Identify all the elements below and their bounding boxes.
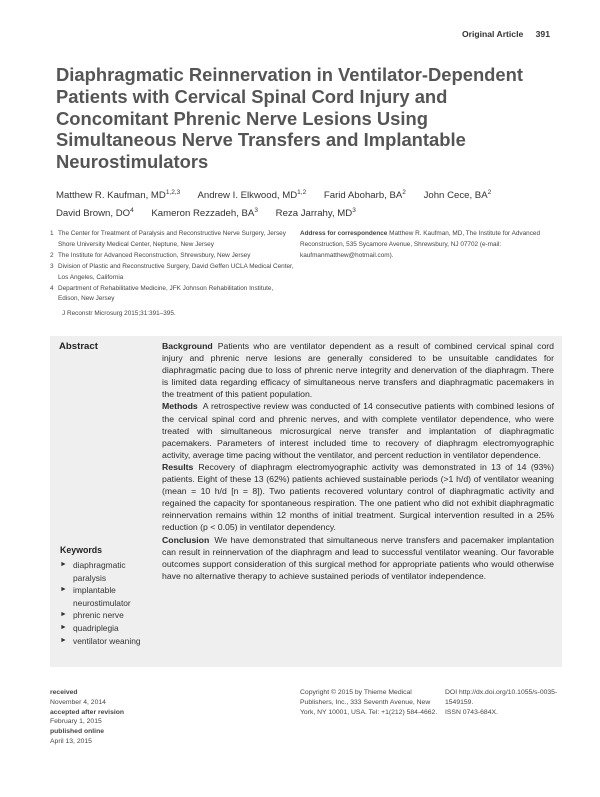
article-dates: [50, 688, 124, 747]
abstract-body: [162, 340, 554, 582]
received-label: received: [50, 689, 78, 696]
copyright-notice: Copyright © 2015 by Thieme Medical Publishers, Inc., 333 Seventh Avenue, New York, NY 10001, USA. Tel: +1(212) 584-4662.: [300, 689, 438, 716]
affiliation-item: 4 Department of Rehabilitative Medicine, JFK Johnson Rehabilitation Institute, Edison, New Jersey: [50, 284, 274, 303]
abstract-heading: Abstract: [59, 341, 98, 352]
keyword-item: ► phrenic nerve: [60, 610, 124, 621]
keywords-heading: Keywords: [60, 545, 103, 555]
article-type-label: Original Article: [461, 29, 524, 39]
affiliation-list: [50, 229, 296, 305]
triangle-right-icon: ►: [60, 623, 67, 631]
keyword-item: ► implantable neurostimulator: [60, 585, 131, 608]
author-list: [56, 185, 556, 221]
correspondence-text: Matthew R. Kaufman, MD, The Institute for Advanced Reconstruction, 535 Sycamore Avenue, Shrewsbury, NJ 07702 (e-mail: kaufmanmatthew@hotmail.com).: [300, 230, 541, 259]
triangle-right-icon: ►: [60, 636, 67, 644]
doi-block: [445, 688, 565, 717]
author: Matthew R. Kaufman, MD$^{1,2,3}$: [56, 189, 181, 202]
keyword-item: ► quadriplegia: [60, 622, 119, 633]
page-number: 391: [535, 29, 550, 39]
keyword-list: [60, 559, 156, 647]
author: David Brown, $DO^4$: [56, 207, 134, 220]
affiliation-item: 3 Division of Plastic and Reconstructive Surgery, David Geffen UCLA Medical Center, Los Angeles, California: [50, 262, 294, 281]
triangle-right-icon: ►: [60, 561, 67, 568]
doi-link: DOI http://dx.doi.org/10.1055/s-0035-1549159.: [445, 689, 558, 706]
author: Reza Jarrahy, $MD^3$: [275, 207, 356, 220]
keyword-item: ► diaphragmatic paralysis: [60, 560, 126, 583]
abstract-methods: Methods A retrospective review was conducted of 14 consecutive patients with combined lesions of the cervical spinal cord and phrenic nerves, and with complete ventilator dependence, who were treated with simultaneous microsurgical nerve transfer and implantation of diaphragmatic pacemakers. Parameters of interest included time to recovery of diaphragm electromyographic activity, average time pacing without the ventilator, and percent reduction in ventilator dependence.: [162, 401, 554, 460]
article-title: Diaphragmatic Reinnervation in Ventilator-Dependent Patients with Cervical Spinal Cord Injury and Concomitant Phrenic Nerve Lesions Using Simultaneous Nerve Transfers and Implantable Neurostimulators: [56, 64, 523, 173]
accepted-date: February 1, 2015: [50, 718, 102, 726]
abstract-results: Results Recovery of diaphragm electromyographic activity was demonstrated in 13 of 14 (93%) patients. Eight of these 13 (62%) patients achieved sustainable periods (>1 h/d) of ventilator weaning (mean = 10 h/d [n = 8]). Two patients recovered voluntary control of diaphragmatic activity and regained the capacity for spontaneous respiration. The one patient who did not exhibit diaphragmatic reinnervation remains within 12 months of initial treatment. Surgical intervention resulted in a 25% reduction (p < 0.05) in ventilator dependency.: [162, 461, 554, 533]
accepted-label: accepted after revision: [50, 708, 125, 716]
triangle-right-icon: ►: [60, 611, 67, 619]
running-header: [462, 29, 550, 39]
correspondence-address: [300, 229, 550, 262]
published-label: published online: [50, 728, 104, 736]
author: Farid Aboharb, $BA^2$: [323, 189, 406, 202]
author: Andrew I. Elkwood, MD$^{1,2}$: [197, 189, 307, 202]
correspondence-label: Address for correspondence: [300, 230, 388, 237]
issn-number: ISSN 0743-684X.: [445, 708, 498, 716]
triangle-right-icon: ►: [60, 586, 67, 594]
affiliation-item: 2 The Institute for Advanced Reconstruction, Shrewsbury, New Jersey: [50, 251, 251, 259]
affiliation-item: 1 The Center for Treatment of Paralysis and Reconstructive Nerve Surgery, Jersey Shore University Medical Center, Neptune, New Jersey: [50, 230, 286, 248]
abstract-background: Background Patients who are ventilator dependent as a result of combined cervical spinal cord injury and phrenic nerve lesions are generally considered to be unsuitable candidates for diaphragmatic pacing due to loss of phrenic nerve integrity and denervation of the diaphragm. There is limited data regarding efficacy of simultaneous nerve transfers and diaphragmatic pacemakers in the treatment of this patient population.: [162, 341, 554, 400]
keyword-item: ► ventilator weaning: [60, 635, 141, 646]
author: John Cece, $BA^2$: [423, 189, 492, 202]
journal-reference: J Reconstr Microsurg 2015;31:391–395.: [62, 310, 176, 317]
abstract-conclusion: Conclusion We have demonstrated that simultaneous nerve transfers and pacemaker implantation can result in reinnervation of the diaphragm and lead to successful ventilator weaning. Our favorable outcomes support consideration of this surgical method for appropriate patients who would otherwise have no alternative therapy to achieve sustained periods of ventilator independence.: [162, 534, 554, 581]
received-date: November 4, 2014: [50, 698, 106, 706]
author: Kameron Rezzadeh, $BA^3$: [151, 207, 258, 220]
published-date: April 13, 2015: [50, 737, 92, 745]
